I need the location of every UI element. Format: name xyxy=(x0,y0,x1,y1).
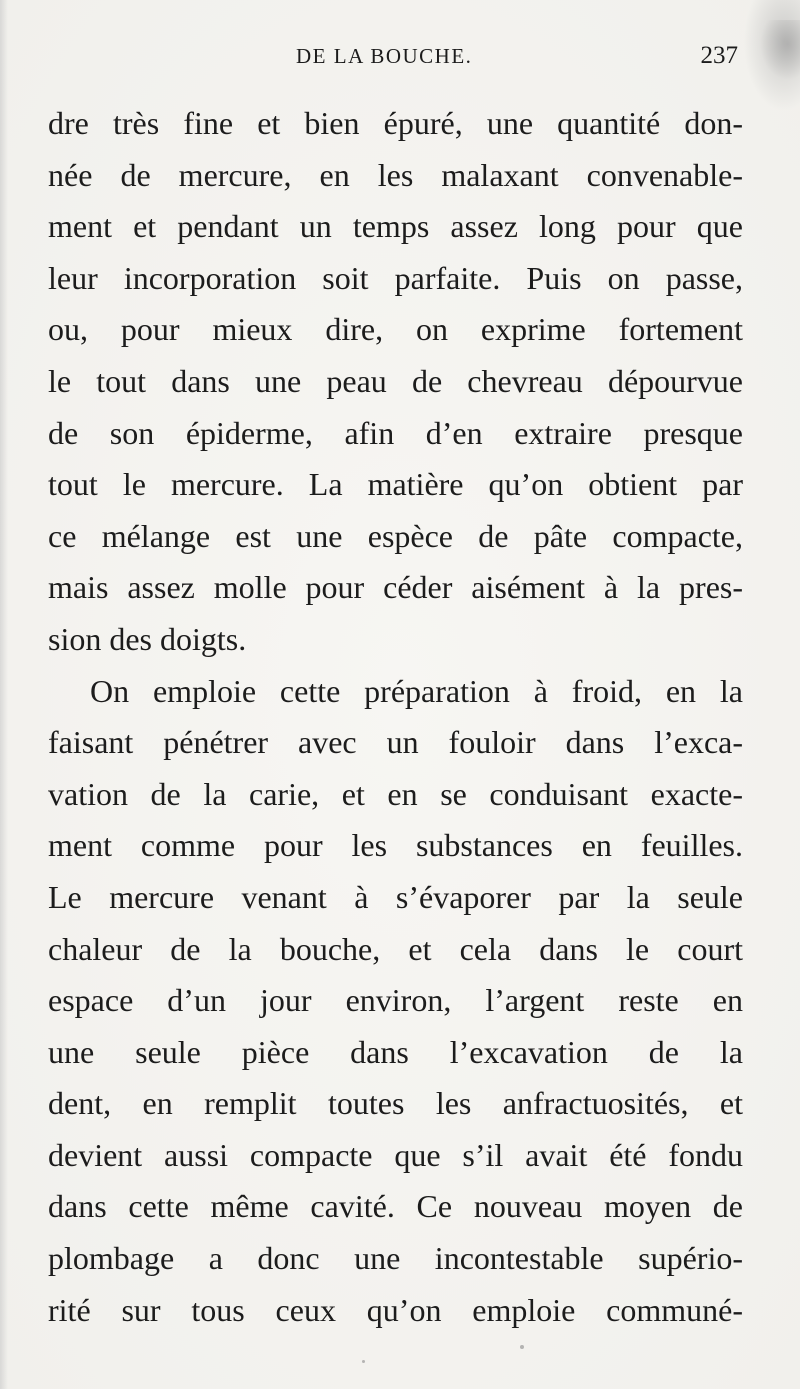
page-header xyxy=(0,40,800,76)
body-text xyxy=(48,98,743,1336)
paragraph-2 xyxy=(48,666,743,1337)
text-line: ment et pendant un temps assez long pour que xyxy=(48,208,743,245)
text-line: le tout dans une peau de chevreau dépourvue xyxy=(48,362,743,399)
page-edge-shadow xyxy=(0,0,8,1389)
running-title: DE LA BOUCHE. xyxy=(296,44,473,68)
text-line: tout le mercure. La matière qu’on obtient par xyxy=(48,466,743,503)
text-line: ou, pour mieux dire, on exprime fortement xyxy=(48,311,743,348)
ink-speck xyxy=(362,1360,365,1363)
text-line: une seule pièce dans l’excavation de la xyxy=(48,1033,743,1070)
text-line: On emploie cette préparation à froid, en la xyxy=(90,672,743,709)
text-line: chaleur de la bouche, et cela dans le court xyxy=(48,930,743,967)
ink-speck xyxy=(520,1345,524,1349)
text-line: leur incorporation soit parfaite. Puis on passe, xyxy=(48,259,743,296)
text-line: rité sur tous ceux qu’on emploie communé- xyxy=(48,1291,743,1328)
text-line: dre très fine et bien épuré, une quantité don- xyxy=(48,105,743,141)
text-line: de son épiderme, afin d’en extraire presque xyxy=(48,414,743,451)
text-line: devient aussi compacte que s’il avait été fondu xyxy=(48,1136,743,1173)
text-line: plombage a donc une incontestable supério- xyxy=(48,1240,743,1277)
text-line: espace d’un jour environ, l’argent reste en xyxy=(48,982,743,1019)
text-line: mais assez molle pour céder aisément à la pres- xyxy=(48,569,743,606)
text-line: dent, en remplit toutes les anfractuosités, et xyxy=(48,1085,743,1122)
text-line: sion des doigts. xyxy=(48,620,247,657)
text-line: ment comme pour les substances en feuilles. xyxy=(48,827,743,864)
text-line: Le mercure venant à s’évaporer par la seule xyxy=(48,878,743,915)
page-number: 237 xyxy=(700,42,738,69)
text-line: ce mélange est une espèce de pâte compacte, xyxy=(48,517,743,554)
text-line: faisant pénétrer avec un fouloir dans l’exca- xyxy=(48,724,743,761)
text-line: née de mercure, en les malaxant convenable- xyxy=(48,156,743,193)
text-line: dans cette même cavité. Ce nouveau moyen de xyxy=(48,1188,743,1225)
paragraph-1 xyxy=(48,98,743,666)
text-line: vation de la carie, et en se conduisant exacte- xyxy=(48,775,743,812)
